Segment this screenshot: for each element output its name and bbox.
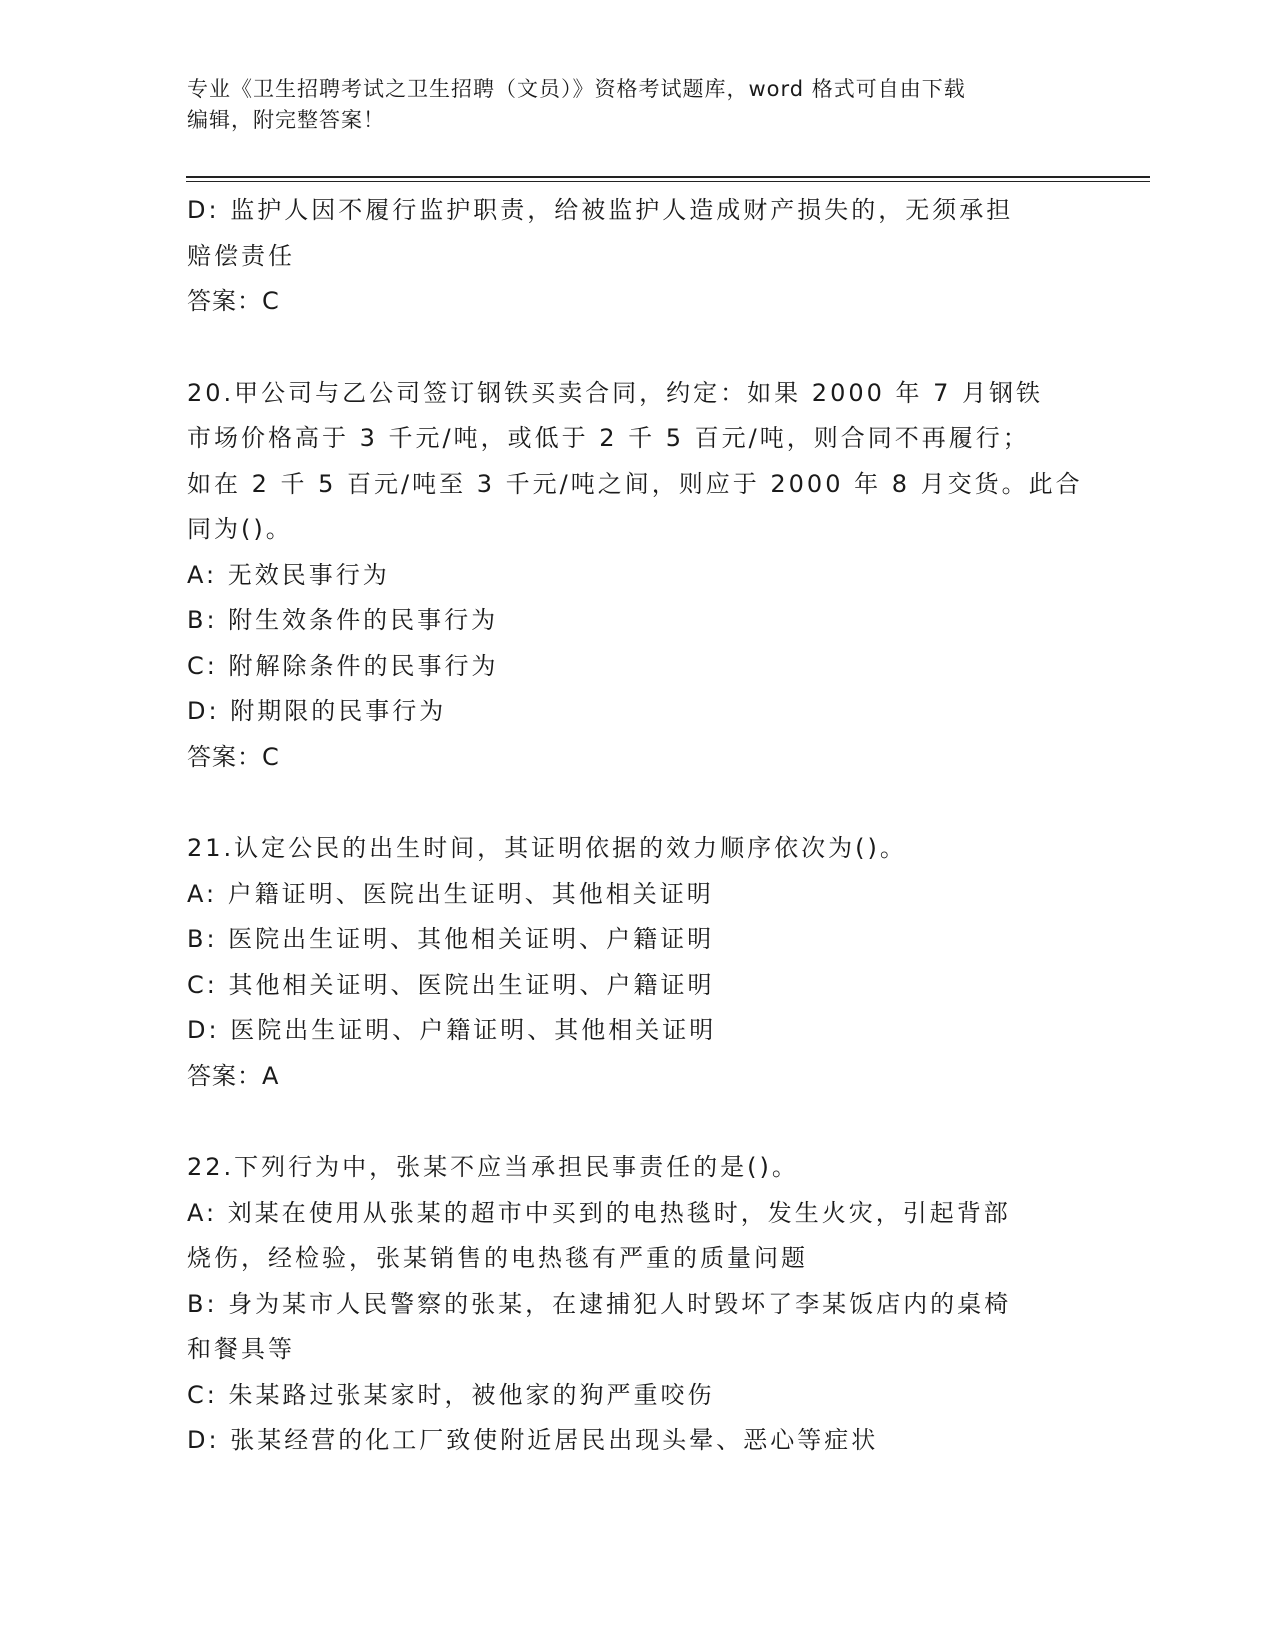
- question-stem-line: 21.认定公民的出生时间，其证明依据的效力顺序依次为()。: [187, 834, 907, 862]
- answer: 答案：A: [187, 1061, 280, 1090]
- question-21: [187, 826, 1067, 1099]
- option-a: A: 无效民事行为: [187, 560, 390, 589]
- spacer: [187, 325, 1067, 371]
- option-b-continued: 和餐具等: [187, 1335, 295, 1363]
- question-20: [187, 371, 1083, 781]
- question-stem-line: 市场价格高于 3 千元/吨，或低于 2 千 5 百元/吨，则合同不再履行；: [187, 424, 1030, 452]
- header-line-1: 专业《卫生招聘考试之卫生招聘（文员）》资格考试题库，word 格式可自由下载: [187, 77, 966, 101]
- question-22: [187, 1145, 1067, 1464]
- option-b: B: 医院出生证明、其他相关证明、户籍证明: [187, 925, 715, 953]
- question-stem-line: 22.下列行为中，张某不应当承担民事责任的是()。: [187, 1153, 799, 1181]
- option-c: C: 附解除条件的民事行为: [187, 651, 499, 680]
- option-d: D: 医院出生证明、户籍证明、其他相关证明: [187, 1016, 717, 1044]
- option-b: B: 身为某市人民警察的张某，在逮捕犯人时毁坏了李某饭店内的桌椅: [187, 1289, 1012, 1318]
- option-a: A: 户籍证明、医院出生证明、其他相关证明: [187, 879, 714, 908]
- question-stem-line: 20.甲公司与乙公司签订钢铁买卖合同，约定：如果 2000 年 7 月钢铁: [187, 378, 1044, 407]
- spacer: [187, 1099, 1067, 1145]
- option-c: C: 朱某路过张某家时，被他家的狗严重咬伤: [187, 1380, 715, 1409]
- option-a-continued: 烧伤，经检验，张某销售的电热毯有严重的质量问题: [187, 1244, 808, 1272]
- header-divider-thin: [186, 181, 1150, 182]
- option-d: D: 附期限的民事行为: [187, 697, 447, 725]
- document-header: [187, 74, 1067, 136]
- header-line-2: 编辑，附完整答案！: [187, 108, 385, 132]
- question-stem-line: 同为()。: [187, 515, 293, 543]
- option-a: A: 刘某在使用从张某的超市中买到的电热毯时，发生火灾，引起背部: [187, 1198, 1011, 1227]
- answer: 答案：C: [187, 287, 280, 315]
- option-d-line-2: 赔偿责任: [187, 241, 295, 270]
- option-c: C: 其他相关证明、医院出生证明、户籍证明: [187, 970, 715, 999]
- answer: 答案：C: [187, 742, 280, 771]
- option-b: B: 附生效条件的民事行为: [187, 606, 499, 634]
- document-body: [187, 188, 1083, 1464]
- option-d-line-1: D: 监护人因不履行监护职责，给被监护人造成财产损失的，无须承担: [187, 196, 1014, 224]
- question-stem-line: 如在 2 千 5 百元/吨至 3 千元/吨之间，则应于 2000 年 8 月交货。此合: [187, 469, 1083, 498]
- option-d: D: 张某经营的化工厂致使附近居民出现头晕、恶心等症状: [187, 1426, 879, 1454]
- prev-question-tail: [187, 188, 1067, 325]
- header-divider-thick: [186, 176, 1150, 178]
- spacer: [187, 780, 1067, 826]
